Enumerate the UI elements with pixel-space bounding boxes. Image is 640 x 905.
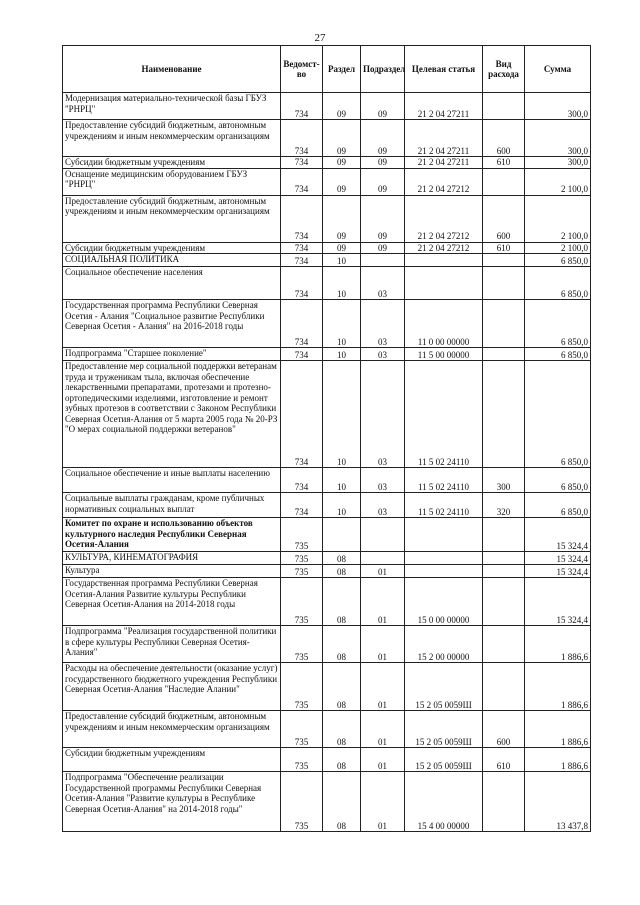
cell-target: 15 4 00 00000	[405, 772, 483, 832]
column-header-subsection: Подраздел	[361, 46, 405, 93]
cell-subsection: 03	[361, 348, 405, 361]
cell-section: 10	[323, 348, 361, 361]
cell-department: 734	[281, 168, 323, 195]
cell-kind: 320	[483, 493, 525, 518]
cell-name: Предоставление субсидий бюджетным, автономным учреждениям и иным некоммерческим организациям	[63, 711, 281, 748]
cell-name: Культура	[63, 565, 281, 578]
page-number: 27	[314, 32, 326, 44]
cell-kind: 300	[483, 468, 525, 493]
cell-sum: 300,0	[525, 157, 591, 169]
cell-target	[405, 254, 483, 267]
cell-department: 734	[281, 267, 323, 300]
cell-sum: 1 886,6	[525, 748, 591, 772]
cell-section: 09	[323, 242, 361, 254]
cell-sum: 15 324,4	[525, 552, 591, 565]
table-row	[63, 468, 591, 493]
cell-sum: 13 437,8	[525, 772, 591, 832]
cell-target: 21 2 04 27211	[405, 120, 483, 157]
cell-section: 08	[323, 748, 361, 772]
cell-name: Комитет по охране и использованию объектов культурного наследия Республики Северная Осетия-Алания	[63, 518, 281, 552]
cell-department: 735	[281, 518, 323, 552]
cell-name: Модернизация материально-технической базы ГБУЗ "РНРЦ"	[63, 93, 281, 120]
cell-kind	[483, 565, 525, 578]
table-row	[63, 168, 591, 195]
cell-section: 08	[323, 578, 361, 626]
cell-kind: 610	[483, 157, 525, 169]
cell-sum: 15 324,4	[525, 518, 591, 552]
cell-name: Подпрограмма "Реализация государственной политики в сфере культуры Республики Северная Осетия-Алания"	[63, 626, 281, 663]
cell-section: 10	[323, 300, 361, 348]
table-row	[63, 254, 591, 267]
cell-kind	[483, 663, 525, 711]
cell-kind: 600	[483, 711, 525, 748]
cell-department: 734	[281, 195, 323, 242]
table-row	[63, 578, 591, 626]
cell-section: 08	[323, 552, 361, 565]
cell-kind	[483, 348, 525, 361]
cell-subsection: 01	[361, 748, 405, 772]
cell-name: Оснащение медицинским оборудованием ГБУЗ "РНРЦ"	[63, 168, 281, 195]
cell-department: 734	[281, 468, 323, 493]
cell-section: 08	[323, 772, 361, 832]
cell-sum: 6 850,0	[525, 267, 591, 300]
cell-department: 734	[281, 242, 323, 254]
cell-section: 08	[323, 711, 361, 748]
cell-department: 735	[281, 748, 323, 772]
table-row	[63, 157, 591, 169]
cell-name: СОЦИАЛЬНАЯ ПОЛИТИКА	[63, 254, 281, 267]
cell-section: 10	[323, 493, 361, 518]
column-header-department: Ведомст-во	[281, 46, 323, 93]
cell-subsection: 01	[361, 772, 405, 832]
column-header-target: Целевая статья	[405, 46, 483, 93]
cell-name: Социальные выплаты гражданам, кроме публичных нормативных социальных выплат	[63, 493, 281, 518]
cell-kind	[483, 552, 525, 565]
cell-name: Социальное обеспечение населения	[63, 267, 281, 300]
table-row	[63, 518, 591, 552]
table-row	[63, 552, 591, 565]
cell-name: Предоставление субсидий бюджетным, автономным учреждениям и иным некоммерческим организациям	[63, 120, 281, 157]
cell-section: 09	[323, 157, 361, 169]
table-row	[63, 348, 591, 361]
cell-section: 10	[323, 254, 361, 267]
cell-name: Подпрограмма "Обеспечение реализации Государственной программы Республики Северная Осетия-Алания "Развитие культуры в Республике Северная Осетия-Алания" на 2014-2018 годы"	[63, 772, 281, 832]
cell-target: 15 2 05 0059Ш	[405, 748, 483, 772]
cell-kind	[483, 361, 525, 468]
table-row	[63, 565, 591, 578]
cell-section: 10	[323, 361, 361, 468]
cell-name: Предоставление субсидий бюджетным, автономным учреждениям и иным некоммерческим организациям	[63, 195, 281, 242]
cell-sum: 1 886,6	[525, 711, 591, 748]
cell-target: 11 5 02 24110	[405, 361, 483, 468]
cell-department: 734	[281, 120, 323, 157]
cell-target: 11 0 00 00000	[405, 300, 483, 348]
cell-subsection: 01	[361, 565, 405, 578]
cell-subsection: 03	[361, 300, 405, 348]
cell-subsection: 09	[361, 120, 405, 157]
cell-section: 09	[323, 93, 361, 120]
cell-subsection: 03	[361, 468, 405, 493]
cell-target: 21 2 04 27212	[405, 168, 483, 195]
cell-department: 735	[281, 772, 323, 832]
cell-name: Социальное обеспечение и иные выплаты населению	[63, 468, 281, 493]
cell-name: Предоставление мер социальной поддержки ветеранам труда и труженикам тыла, включая обеспечение лекарственными препаратами, протезами и протезно-ортопедическими изделиями, изготовление и ремонт зубных протезов в соответствии с Законом Республики Северная Осетия-Алания от 5 марта 2005 года № 20-РЗ "О мерах социальной поддержки ветеранов"	[63, 361, 281, 468]
cell-department: 735	[281, 711, 323, 748]
table-row	[63, 663, 591, 711]
cell-subsection: 09	[361, 168, 405, 195]
cell-target: 15 2 05 0059Ш	[405, 663, 483, 711]
cell-section	[323, 518, 361, 552]
cell-target: 15 2 00 00000	[405, 626, 483, 663]
cell-name: Субсидии бюджетным учреждениям	[63, 242, 281, 254]
cell-sum: 6 850,0	[525, 361, 591, 468]
cell-name: Государственная программа Республики Северная Осетия-Алания Развитие культуры Республики Северная Осетия-Алания на 2014-2018 годы	[63, 578, 281, 626]
cell-sum: 300,0	[525, 120, 591, 157]
cell-department: 735	[281, 663, 323, 711]
table-row	[63, 267, 591, 300]
cell-section: 08	[323, 663, 361, 711]
cell-kind: 600	[483, 120, 525, 157]
cell-subsection: 01	[361, 578, 405, 626]
cell-section: 10	[323, 468, 361, 493]
table-row	[63, 242, 591, 254]
cell-target	[405, 565, 483, 578]
cell-name: Расходы на обеспечение деятельности (оказание услуг) государственного бюджетного учреждения Республики Северная Осетия-Алания "Наследие Алании"	[63, 663, 281, 711]
cell-sum: 1 886,6	[525, 663, 591, 711]
cell-subsection: 09	[361, 242, 405, 254]
cell-target: 15 0 00 00000	[405, 578, 483, 626]
cell-section: 08	[323, 626, 361, 663]
table-row	[63, 93, 591, 120]
cell-sum: 6 850,0	[525, 348, 591, 361]
cell-target: 15 2 05 0059Ш	[405, 711, 483, 748]
table-body	[63, 93, 591, 832]
cell-subsection: 01	[361, 711, 405, 748]
cell-kind: 610	[483, 242, 525, 254]
table-row	[63, 493, 591, 518]
cell-target: 11 5 02 24110	[405, 493, 483, 518]
cell-sum: 6 850,0	[525, 300, 591, 348]
column-header-kind: Вид расхода	[483, 46, 525, 93]
cell-section: 08	[323, 565, 361, 578]
cell-department: 734	[281, 493, 323, 518]
cell-kind: 600	[483, 195, 525, 242]
cell-subsection	[361, 552, 405, 565]
table-row	[63, 626, 591, 663]
budget-table	[62, 45, 591, 832]
cell-target: 21 2 04 27211	[405, 157, 483, 169]
cell-sum: 6 850,0	[525, 468, 591, 493]
cell-kind	[483, 772, 525, 832]
cell-department: 734	[281, 361, 323, 468]
cell-name: Субсидии бюджетным учреждениям	[63, 157, 281, 169]
cell-subsection: 09	[361, 93, 405, 120]
cell-target	[405, 552, 483, 565]
cell-section: 10	[323, 267, 361, 300]
cell-department: 735	[281, 578, 323, 626]
cell-name: Подпрограмма "Старшее поколение"	[63, 348, 281, 361]
cell-subsection: 09	[361, 195, 405, 242]
cell-department: 734	[281, 348, 323, 361]
cell-sum: 2 100,0	[525, 168, 591, 195]
cell-department: 734	[281, 157, 323, 169]
cell-name: КУЛЬТУРА, КИНЕМАТОГРАФИЯ	[63, 552, 281, 565]
column-header-section: Раздел	[323, 46, 361, 93]
cell-sum: 15 324,4	[525, 565, 591, 578]
cell-sum: 300,0	[525, 93, 591, 120]
cell-sum: 2 100,0	[525, 242, 591, 254]
table-row	[63, 120, 591, 157]
cell-kind: 610	[483, 748, 525, 772]
cell-name: Субсидии бюджетным учреждениям	[63, 748, 281, 772]
cell-sum: 6 850,0	[525, 254, 591, 267]
cell-subsection: 03	[361, 361, 405, 468]
cell-sum: 15 324,4	[525, 578, 591, 626]
cell-department: 734	[281, 300, 323, 348]
cell-department: 734	[281, 254, 323, 267]
cell-subsection: 03	[361, 267, 405, 300]
cell-subsection: 01	[361, 626, 405, 663]
cell-target: 21 2 04 27211	[405, 93, 483, 120]
cell-target	[405, 267, 483, 300]
cell-section: 09	[323, 195, 361, 242]
cell-kind	[483, 93, 525, 120]
column-header-sum: Сумма	[525, 46, 591, 93]
cell-kind	[483, 168, 525, 195]
table-row	[63, 772, 591, 832]
cell-section: 09	[323, 120, 361, 157]
cell-subsection: 09	[361, 157, 405, 169]
table-row	[63, 300, 591, 348]
cell-department: 735	[281, 565, 323, 578]
cell-kind	[483, 626, 525, 663]
cell-kind	[483, 578, 525, 626]
cell-target: 11 5 00 00000	[405, 348, 483, 361]
cell-department: 735	[281, 626, 323, 663]
cell-department: 734	[281, 93, 323, 120]
cell-kind	[483, 254, 525, 267]
cell-sum: 2 100,0	[525, 195, 591, 242]
cell-target: 21 2 04 27212	[405, 242, 483, 254]
cell-sum: 1 886,6	[525, 626, 591, 663]
cell-target	[405, 518, 483, 552]
cell-subsection: 03	[361, 493, 405, 518]
cell-target: 21 2 04 27212	[405, 195, 483, 242]
table-header-row	[63, 46, 591, 93]
cell-sum: 6 850,0	[525, 493, 591, 518]
table-row	[63, 748, 591, 772]
cell-target: 11 5 02 24110	[405, 468, 483, 493]
cell-subsection	[361, 518, 405, 552]
table-row	[63, 361, 591, 468]
cell-name: Государственная программа Республики Северная Осетия - Алания "Социальное развитие Республики Северная Осетия - Алания" на 2016-2018 годы	[63, 300, 281, 348]
cell-department: 735	[281, 552, 323, 565]
cell-section: 09	[323, 168, 361, 195]
cell-subsection	[361, 254, 405, 267]
cell-kind	[483, 300, 525, 348]
table-row	[63, 195, 591, 242]
cell-subsection: 01	[361, 663, 405, 711]
column-header-name: Наименование	[63, 46, 281, 93]
cell-kind	[483, 267, 525, 300]
table-row	[63, 711, 591, 748]
cell-kind	[483, 518, 525, 552]
